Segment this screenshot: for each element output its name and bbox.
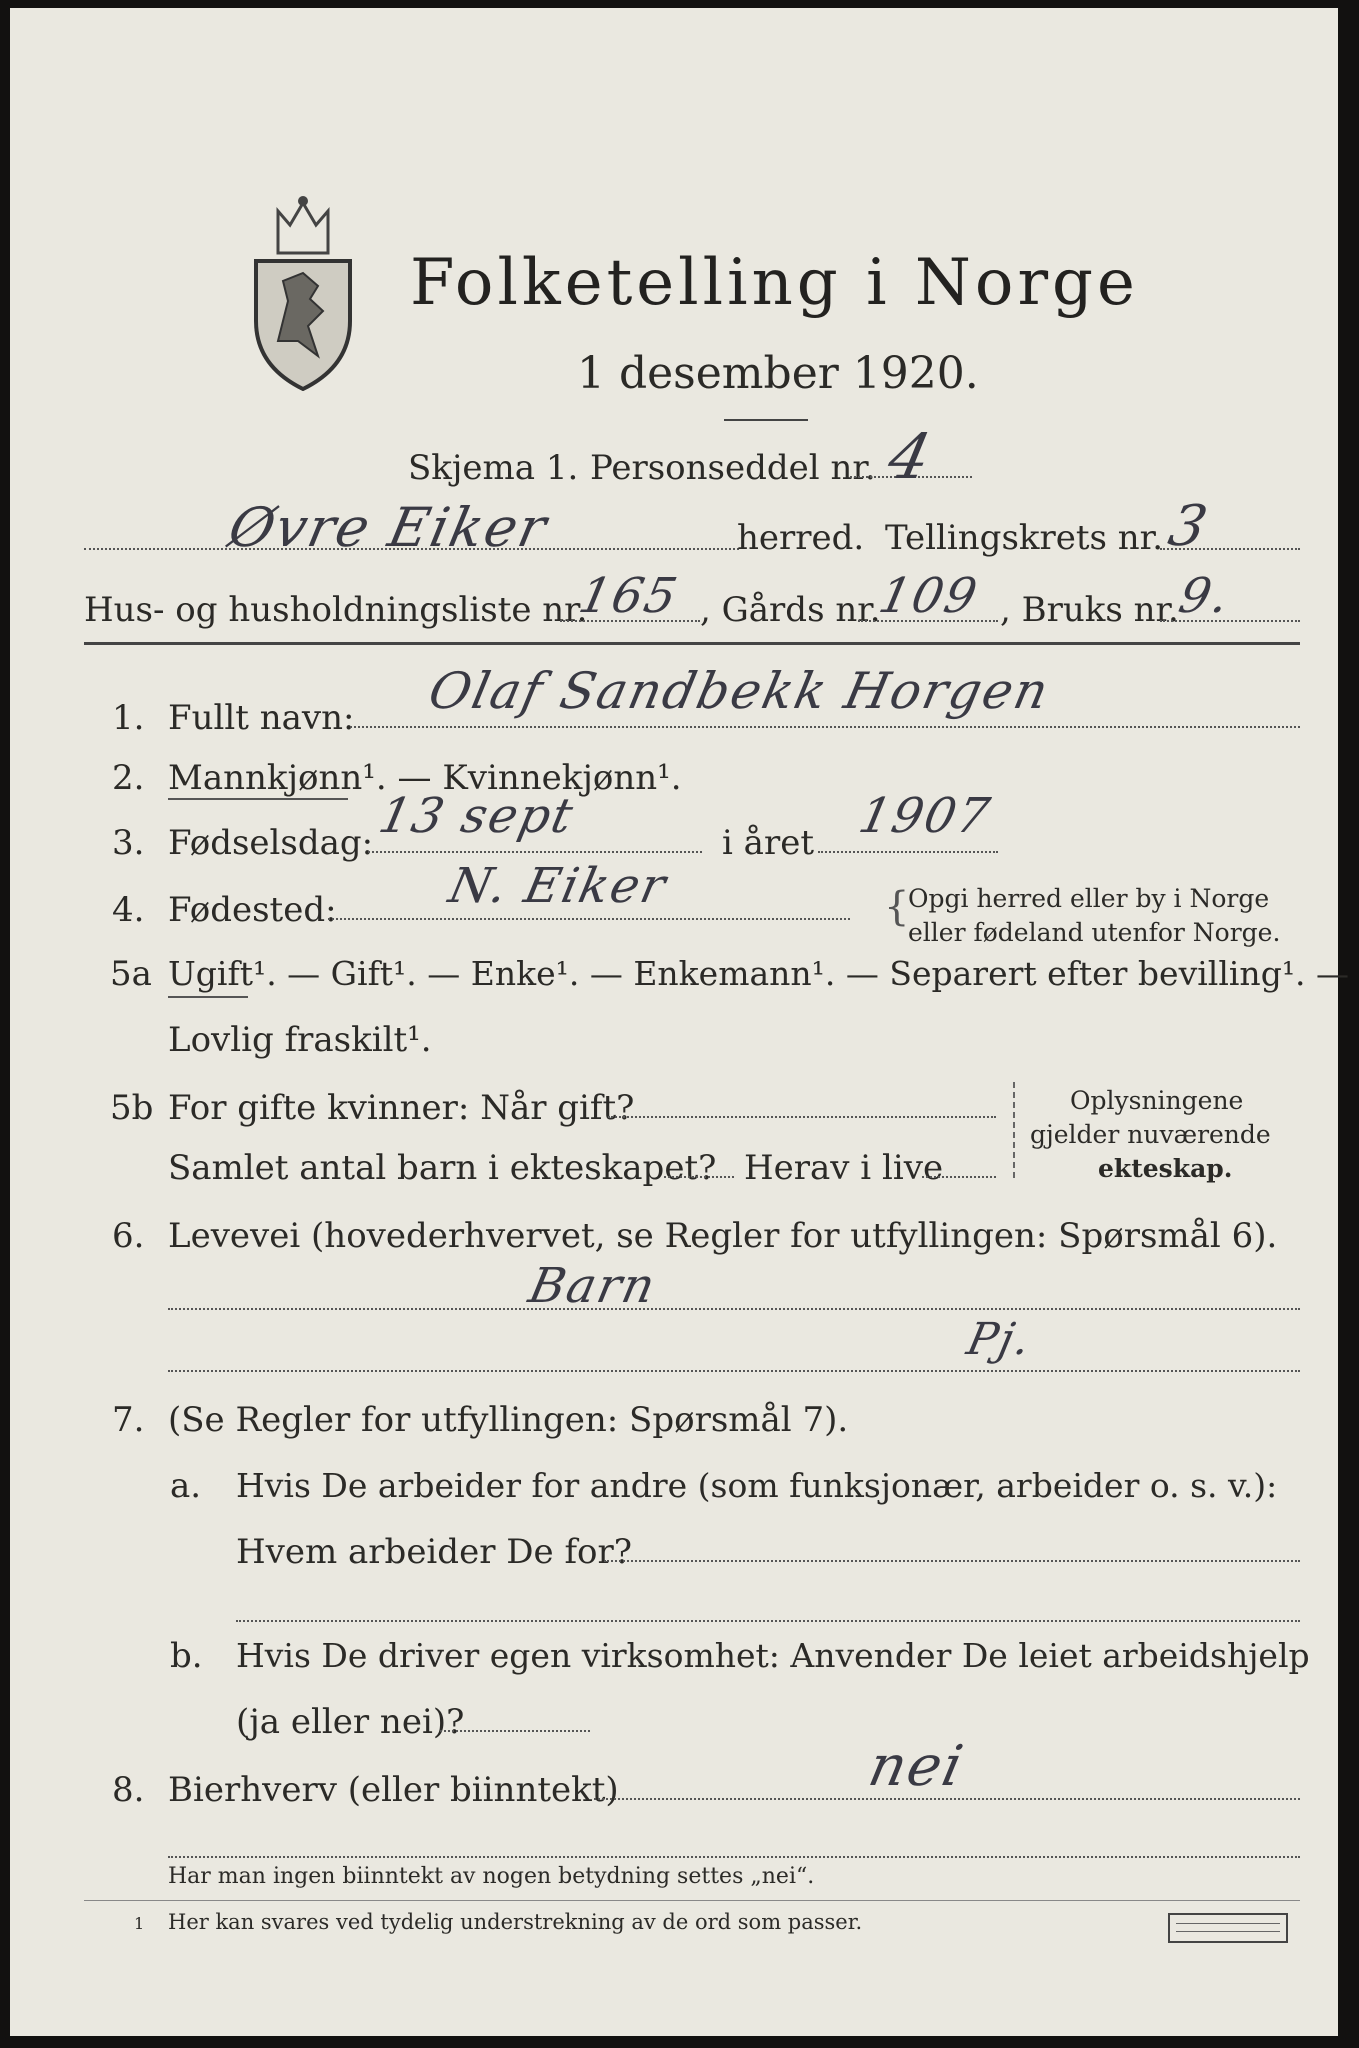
q7-number: 7. (112, 1400, 145, 1440)
q4-number: 4. (112, 890, 145, 930)
q7b-line (440, 1730, 590, 1732)
q5b-note-line2: gjelder nuværende (1030, 1120, 1271, 1149)
footnote-number: 1 (134, 1914, 145, 1933)
bruks-label: , Bruks nr. (1000, 590, 1179, 630)
gender-underline (168, 798, 348, 800)
schema-label: Skjema 1. (408, 448, 579, 488)
q1-line (350, 726, 1300, 728)
census-form-sheet (10, 8, 1350, 2036)
q6-line2 (168, 1370, 1300, 1372)
q4-birthplace: N. Eiker (444, 858, 673, 914)
footnote-text: Her kan svares ved tydelig understrekning av de ord som passer. (168, 1910, 863, 1934)
q1-number: 1. (112, 698, 145, 738)
q6-number: 6. (112, 1216, 145, 1256)
herred-label: herred. (737, 518, 865, 558)
q8-line2 (168, 1856, 1300, 1858)
personseddel-label: Personseddel nr. (590, 448, 876, 488)
q6-label: Levevei (hovederhvervet, se Regler for utfyllingen: Spørsmål 6). (168, 1216, 1278, 1256)
gards-label: , Gårds nr. (700, 590, 881, 630)
q3-year-label: i året (722, 823, 814, 863)
q5b-alive-line (922, 1176, 996, 1178)
q4-brace: { (884, 884, 910, 930)
q7b-letter: b. (170, 1636, 203, 1676)
q5b-note-line1: Oplysningene (1070, 1086, 1244, 1115)
q7a-text: Hvis De arbeider for andre (som funksjonær, arbeider o. s. v.): (236, 1466, 1278, 1505)
q3-birth-year: 1907 (854, 788, 997, 844)
census-date: 1 desember 1920. (577, 348, 979, 399)
ugift-underline (168, 996, 248, 998)
q7a-line1 (604, 1560, 1300, 1562)
q4-note-line1: Opgi herred eller by i Norge (908, 884, 1270, 913)
q1-label: Fullt navn: (168, 698, 355, 738)
personseddel-value: 4 (882, 420, 940, 493)
q7a-letter: a. (170, 1466, 202, 1506)
q3-number: 3. (112, 823, 145, 863)
husliste-value: 165 (574, 568, 684, 624)
footer-note: Har man ingen biinntekt av nogen betydning settes „nei“. (168, 1864, 815, 1889)
q4-label: Fødested: (168, 890, 337, 930)
coat-of-arms-icon (248, 191, 358, 391)
q5b-number: 5b (110, 1088, 154, 1128)
q3-birth-day: 13 sept (374, 788, 580, 844)
q5b-married-when-label: For gifte kvinner: Når gift? (168, 1088, 635, 1128)
q8-number: 8. (112, 1770, 145, 1810)
q6-occupation: Barn (524, 1258, 662, 1314)
header-separator (84, 642, 1300, 645)
q1-full-name: Olaf Sandbekk Horgen (423, 662, 1056, 720)
q8-label: Bierhverv (eller biinntekt) (168, 1770, 619, 1810)
q5b-children-line (664, 1176, 734, 1178)
q5a-marital-options: Ugift¹. — Gift¹. — Enke¹. — Enkemann¹. — Separert efter bevilling¹. — (168, 954, 1350, 993)
tellingskrets-label: Tellingskrets nr. (885, 518, 1164, 558)
q7b-question: (ja eller nei)? (236, 1702, 465, 1742)
q4-note-line2: eller fødeland utenfor Norge. (908, 918, 1281, 947)
q7a-question: Hvem arbeider De for? (236, 1532, 632, 1572)
q5a-divorced-option: Lovlig fraskilt¹. (168, 1020, 432, 1060)
q6-official-mark: Pj. (962, 1314, 1037, 1365)
title-divider (724, 419, 808, 421)
q5b-married-line (608, 1116, 996, 1118)
herred-value: Øvre Eiker (223, 496, 554, 559)
q5b-children-label: Samlet antal barn i ekteskapet? (168, 1148, 717, 1188)
q3-label: Fødselsdag: (168, 823, 374, 863)
q6-line1 (168, 1308, 1300, 1310)
tellingskrets-value: 3 (1163, 494, 1215, 559)
q7b-text: Hvis De driver egen virksomhet: Anvender De leiet arbeidshjelp (236, 1636, 1310, 1675)
q2-number: 2. (112, 758, 145, 798)
q8-side-income: nei (863, 1734, 971, 1799)
q5b-note-line3: ekteskap. (1098, 1154, 1233, 1183)
form-title: Folketelling i Norge (410, 246, 1139, 320)
printer-stamp-icon (1168, 1913, 1288, 1943)
q2-gender-options: Mannkjønn¹. — Kvinnekjønn¹. (168, 758, 682, 798)
q5a-number: 5a (110, 954, 152, 994)
q4-line (328, 918, 850, 920)
q5b-bracket (1013, 1082, 1015, 1178)
q3-year-line (818, 851, 998, 853)
bruks-value: 9. (1174, 568, 1236, 624)
husliste-label: Hus- og husholdningsliste nr. (84, 590, 588, 630)
q5b-alive-label: Herav i live (744, 1148, 944, 1188)
q7-label: (Se Regler for utfyllingen: Spørsmål 7). (168, 1400, 849, 1440)
q3-day-line (368, 851, 702, 853)
gards-value: 109 (874, 568, 984, 624)
q7a-line2 (236, 1620, 1300, 1622)
footer-separator (84, 1900, 1300, 1901)
